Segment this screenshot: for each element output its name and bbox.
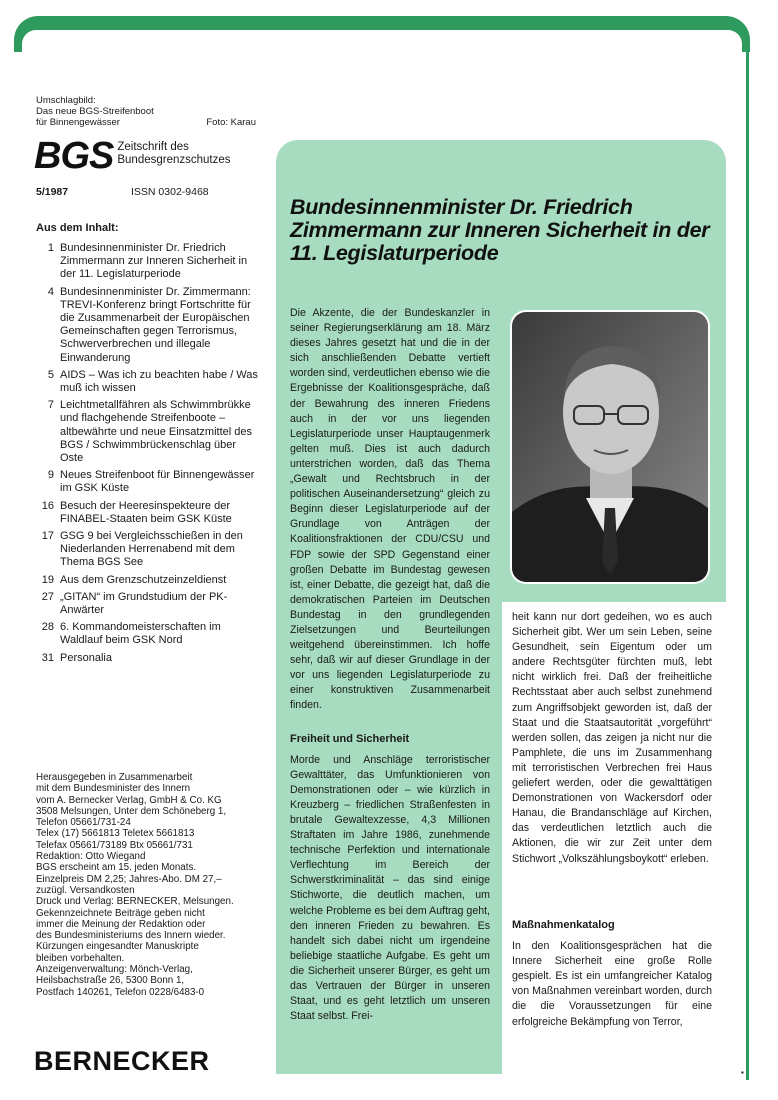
contents-item xyxy=(36,574,262,587)
impressum-line: Anzeigenverwaltung: Mönch-Verlag, xyxy=(36,964,193,976)
issn: ISSN 0302-9468 xyxy=(131,186,209,198)
impressum-line: Redaktion: Otto Wiegand xyxy=(36,851,146,863)
impressum-line: Herausgegeben in Zusammenarbeit xyxy=(36,772,193,783)
impressum-line: vom A. Bernecker Verlag, GmbH & Co. KG xyxy=(36,794,222,806)
article-column-2-lower xyxy=(512,918,712,1030)
contents-page-number: 27 xyxy=(41,590,54,603)
cover-caption-line2: Das neue BGS-Streifenboot xyxy=(36,106,154,117)
subtitle-line2: Bundesgrenzschutzes xyxy=(117,154,231,166)
issue-number: 5/1987 xyxy=(36,186,69,198)
article-headline: Bundesinnenminister Dr. Friedrich Zimmermann zur Inneren Sicherheit in der 11. Legislaturperiode xyxy=(290,195,710,265)
impressum-line: zuzügl. Versandkosten xyxy=(36,884,135,896)
contents-heading: Aus dem Inhalt: xyxy=(36,222,119,234)
contents-item-title: Leichtmetallfähren als Schwimmbrükke und flachgehende Streifenboote – altbewährte und neue Einsatzmittel des BGS / Schwimmbrückenschlag über Oste xyxy=(60,399,253,465)
section-text-massnahmen: In den Koalitionsgesprächen hat die Innere Sicherheit eine große Rolle gespielt. Es ist ein umfangreicher Katalog von Maßnahmen vereinbart worden, durch die die Voraussetzungen für eine erfolgreiche Bekämpfung von Terror, xyxy=(512,940,712,1028)
impressum-line: Telefon 05661/731-24 xyxy=(36,817,131,829)
contents-item xyxy=(36,369,262,395)
cover-caption-line1: Umschlagbild: xyxy=(36,95,96,106)
impressum-line: Einzelpreis DM 2,25; Jahres-Abo. DM 27,– xyxy=(36,873,222,885)
impressum-line: Kürzungen eingesandter Manuskripte xyxy=(36,941,199,953)
contents-page-number: 4 xyxy=(47,285,54,298)
portrait-image xyxy=(512,312,708,582)
page-marker: ▪ xyxy=(741,1068,744,1077)
bgs-logo: BGS xyxy=(34,135,114,177)
impressum xyxy=(36,772,266,998)
issue-info xyxy=(36,186,256,198)
contents-item-title: Aus dem Grenzschutzeinzeldienst xyxy=(60,573,227,586)
contents-item-title: 6. Kommandomeisterschaften im Waldlauf beim GSK Nord xyxy=(60,621,221,647)
table-of-contents xyxy=(36,222,262,669)
impressum-line: 3508 Melsungen, Unter dem Schöneberg 1, xyxy=(36,805,227,817)
contents-item-title: AIDS – Was ich zu beachten habe / Was muß ich wissen xyxy=(60,368,258,395)
contents-page-number: 19 xyxy=(41,573,54,586)
contents-item-title: Neues Streifenboot für Binnengewässer im GSK Küste xyxy=(60,469,255,495)
contents-page-number: 5 xyxy=(47,368,54,381)
contents-item xyxy=(36,652,262,665)
contents-item-title: GSG 9 bei Vergleichsschießen in den Niederlanden Herrenabend mit dem Thema BGS See xyxy=(60,530,243,569)
contents-list xyxy=(36,242,262,665)
masthead xyxy=(34,135,231,177)
top-border-inner xyxy=(22,30,742,70)
contents-item-title: Bundesinnenminister Dr. Zimmermann: TREVI-Konferenz bringt Fortschritte für die Zusammenarbeit der Europäischen Gemeinschaften gegen Terrorismus, Schwerverbrechen und illegale Einwanderung xyxy=(60,285,251,364)
contents-item-title: Besuch der Heeresinspekteure der FINABEL-Staaten beim GSK Küste xyxy=(60,499,232,525)
impressum-line: Gekennzeichnete Beiträge geben nicht xyxy=(36,907,205,919)
cover-caption xyxy=(36,95,256,128)
contents-item-title: Personalia xyxy=(60,651,112,664)
section-text-freiheit: Morde und Anschläge terroristischer Gewalttäter, das Umfunktionieren von Demonstrationen oder – wie kürzlich in Kreuzberg – friedlichen Straßenfesten in brutale Gewaltexzesse, 4,3 Millionen Straftaten im Jahre 1986, zunehmende technische Perfektion und internationale Verflechtung im Bereich der Schwerstkriminalität – das sind einige Stichworte, die deutlich machen, um welche Probleme es bei dem Auftrag geht, den inneren Frieden zu bewahren. Es handelt sich dabei nicht um irgendeine beliebige staatliche Aufgabe. Es geht um die Sicherheit unserer Bürger, es geht um das Vertrauen der Bürger in unseren Staat, und es geht letztlich um unseren Staat selbst. Frei- xyxy=(290,753,490,1023)
impressum-line: Postfach 140261, Telefon 0228/6483-0 xyxy=(36,986,205,998)
impressum-line: Telefax 05661/73189 Btx 05661/731 xyxy=(36,839,193,851)
article-column-2 xyxy=(512,610,712,867)
contents-item xyxy=(36,469,262,495)
contents-item xyxy=(36,621,262,647)
section-heading-massnahmen: Maßnahmenkatalog xyxy=(512,919,615,931)
photo-credit: Foto: Karau xyxy=(206,117,256,128)
contents-page-number: 1 xyxy=(47,242,54,254)
contents-item xyxy=(36,500,262,526)
impressum-line: BGS erscheint am 15. jeden Monats. xyxy=(36,862,197,874)
contents-page-number: 7 xyxy=(47,399,54,412)
contents-item xyxy=(36,530,262,570)
contents-item-title: „GITAN“ im Grundstudium der PK-Anwärter xyxy=(60,590,228,617)
contents-page-number: 31 xyxy=(41,651,54,664)
contents-item xyxy=(36,399,262,465)
right-green-border xyxy=(746,40,749,1080)
masthead-subtitle xyxy=(117,141,230,167)
contents-item xyxy=(36,242,262,282)
impressum-line: Druck und Verlag: BERNECKER, Melsungen. xyxy=(36,896,234,908)
contents-item xyxy=(36,286,262,365)
impressum-line: des Bundesministeriums des Innern wieder. xyxy=(36,930,226,942)
article-intro: Die Akzente, die der Bundeskanzler in seiner Regierungserklärung am 18. März dieses Jahres gesetzt hat und die in der sich anschließenden Debatte vertieft worden sind, verdeutlichen ebenso wie die Ergebnisse der Koalitionsgespräche, daß der Bewahrung des inneren Friedens auch in der vor uns liegenden Legislaturperiode unser Hauptaugenmerk gelten muß. Dies ist auch dadurch unterstrichen worden, daß das Thema „Gewalt und Rechtsbruch in der politischen Auseinandersetzung“ gleich zu Beginn dieser Legislaturperiode auf der Grundlage von Anträgen der Koalitionsfraktionen der CDU/CSU und FDP sowie der SPD Gegenstand einer großen Debatte im Bundestag gewesen ist, einer Debatte, die gezeigt hat, daß die demokratischen Parteien im Deutschen Bundestag in den grundlegenden Zielsetzungen und Beurteilungen weitgehend übereinstimmen. Ich hoffe sehr, daß wir auf dieser Grundlage in der vor uns liegenden Legislaturperiode zu einer konstruktiven Zusammenarbeit finden. xyxy=(290,307,490,712)
section-heading-freiheit: Freiheit und Sicherheit xyxy=(290,732,410,745)
impressum-line: Heilsbachstraße 26, 5300 Bonn 1, xyxy=(36,975,185,987)
contents-page-number: 28 xyxy=(41,621,54,634)
impressum-line: Telex (17) 5661813 Teletex 5661813 xyxy=(36,828,195,840)
contents-item xyxy=(36,591,262,617)
article-column-1 xyxy=(290,306,490,1024)
cover-caption-line3: für Binnengewässer xyxy=(36,117,120,128)
contents-page-number: 17 xyxy=(41,530,54,543)
column-2-text: heit kann nur dort gedeihen, wo es auch Sicherheit gibt. Wer um sein Leben, seine Gesundheit, sein Eigentum oder um andere Rechtsgüter fürchten muß, lebt nicht wirklich frei. Daß der freiheitliche Rechtsstaat aber auch selbst zunehmend zum Angriffsobjekt geworden ist, daß der Staat und die Staatsautorität „vorgeführt“ werden sollen, das zeigen ja nicht nur die Pamphlete, die uns im Zusammenhang mit terroristischen Verbrechen frei Haus geliefert werden, oder die gewalttätigen Demonstrationen von Wackersdorf oder Hanau, die Brandanschläge auf Kirchen, das verdeutlichen letztlich auch die Aktionen, die wir zur Zeit unter dem Stichwort „Volkszählungsboykott“ erleben. xyxy=(512,611,712,865)
portrait-photo xyxy=(512,312,708,582)
contents-page-number: 16 xyxy=(41,499,54,512)
impressum-line: bleiben vorbehalten. xyxy=(36,952,125,964)
subtitle-line1: Zeitschrift des xyxy=(117,141,189,153)
impressum-line: immer die Meinung der Redaktion oder xyxy=(36,918,206,930)
contents-page-number: 9 xyxy=(47,469,54,482)
impressum-line: mit dem Bundesminister des Innern xyxy=(36,783,191,795)
contents-item-title: Bundesinnenminister Dr. Friedrich Zimmermann zur Inneren Sicherheit in der 11. Legislaturperiode xyxy=(60,242,248,281)
publisher-logo: BERNECKER xyxy=(34,1046,210,1076)
